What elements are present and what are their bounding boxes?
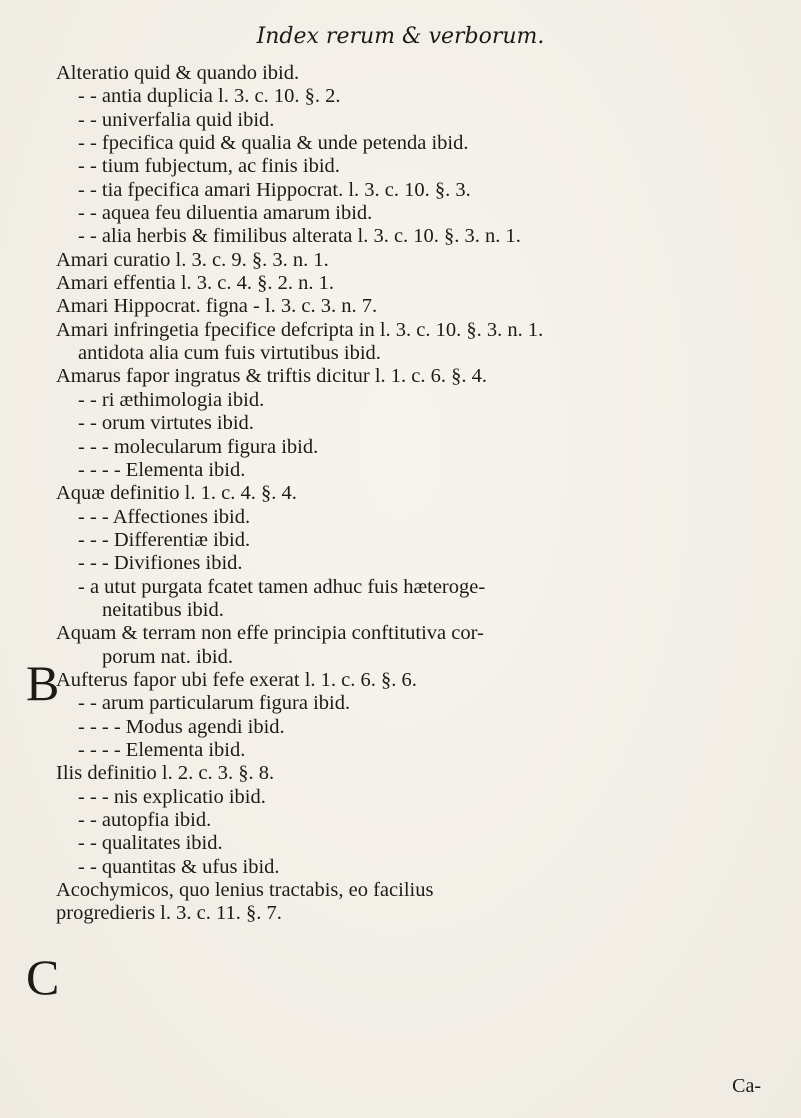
index-entry-line: - - alia herbis & fimilibus alterata l. 3. c. 10. §. 3. n. 1. <box>78 225 521 248</box>
catchword: Ca- <box>732 1075 761 1097</box>
index-entry-line: Amari curatio l. 3. c. 9. §. 3. n. 1. <box>56 248 329 271</box>
index-entry-line: - - aquea feu diluentia amarum ibid. <box>78 202 373 225</box>
index-entry-line: - - - - Modus agendi ibid. <box>78 715 285 738</box>
index-entry-line: Ilis definitio l. 2. c. 3. §. 8. <box>56 762 275 785</box>
index-entry-line: - - - - Elementa ibid. <box>78 458 246 481</box>
index-entry-line: Amarus fapor ingratus & triftis dicitur l. 1. c. 6. §. 4. <box>56 365 487 388</box>
running-header: Index rerum & verborum. <box>256 24 545 49</box>
index-entries <box>56 62 776 926</box>
index-entry-line: Amari effentia l. 3. c. 4. §. 2. n. 1. <box>56 272 335 295</box>
index-entry-line: - - fpecifica quid & qualia & unde petenda ibid. <box>78 132 469 155</box>
index-entry-line: - - quantitas & ufus ibid. <box>78 855 280 878</box>
index-entry-line: - - univerfalia quid ibid. <box>78 108 275 131</box>
index-entry-line: - a utut purgata fcatet tamen adhuc fuis hæteroge- <box>78 575 486 598</box>
index-entry-line: - - arum particularum figura ibid. <box>78 692 351 715</box>
index-entry-line: - - qualitates ibid. <box>78 832 223 855</box>
index-entry-line: - - - molecularum figura ibid. <box>78 435 319 458</box>
index-entry-line: - - autopfia ibid. <box>78 809 212 831</box>
index-entry-line: - - - Divifiones ibid. <box>78 552 243 575</box>
index-entry-line: antidota alia cum fuis virtutibus ibid. <box>78 342 381 365</box>
drop-cap-c: C <box>26 949 60 1005</box>
index-entry-line: progredieris l. 3. c. 11. §. 7. <box>56 902 282 925</box>
index-entry-line: - - - nis explicatio ibid. <box>78 785 266 808</box>
index-entry-line: Amari Hippocrat. figna - l. 3. c. 3. n. 7. <box>56 295 378 318</box>
index-entry-line: neitatibus ibid. <box>102 598 224 621</box>
index-entry-line: - - tium fubjectum, ac finis ibid. <box>78 155 340 178</box>
index-entry-line: Alteratio quid & quando ibid. <box>56 62 300 84</box>
index-entry-line: - - - Differentiæ ibid. <box>78 528 251 551</box>
index-entry-line: - - orum virtutes ibid. <box>78 412 254 435</box>
index-entry-line: - - antia duplicia l. 3. c. 10. §. 2. <box>78 85 341 108</box>
index-entry-line: - - - Affectiones ibid. <box>78 505 251 528</box>
index-entry-line: Aufterus fapor ubi fefe exerat l. 1. c. 6. §. 6. <box>56 668 417 691</box>
index-entry-line: Acochymicos, quo lenius tractabis, eo facilius <box>56 879 434 902</box>
drop-cap-b: B <box>26 655 60 711</box>
index-entry-line: porum nat. ibid. <box>102 645 233 668</box>
index-entry-line: Amari infringetia fpecifice defcripta in l. 3. c. 10. §. 3. n. 1. <box>56 318 544 341</box>
index-entry-line: Aquam & terram non effe principia conftitutiva cor- <box>56 622 484 645</box>
index-entry-line: - - ri æthimologia ibid. <box>78 388 265 411</box>
index-entry-line: - - - - Elementa ibid. <box>78 738 246 761</box>
index-entry-line: Aquæ definitio l. 1. c. 4. §. 4. <box>56 482 297 505</box>
index-entry-line: - - tia fpecifica amari Hippocrat. l. 3. c. 10. §. 3. <box>78 178 471 201</box>
